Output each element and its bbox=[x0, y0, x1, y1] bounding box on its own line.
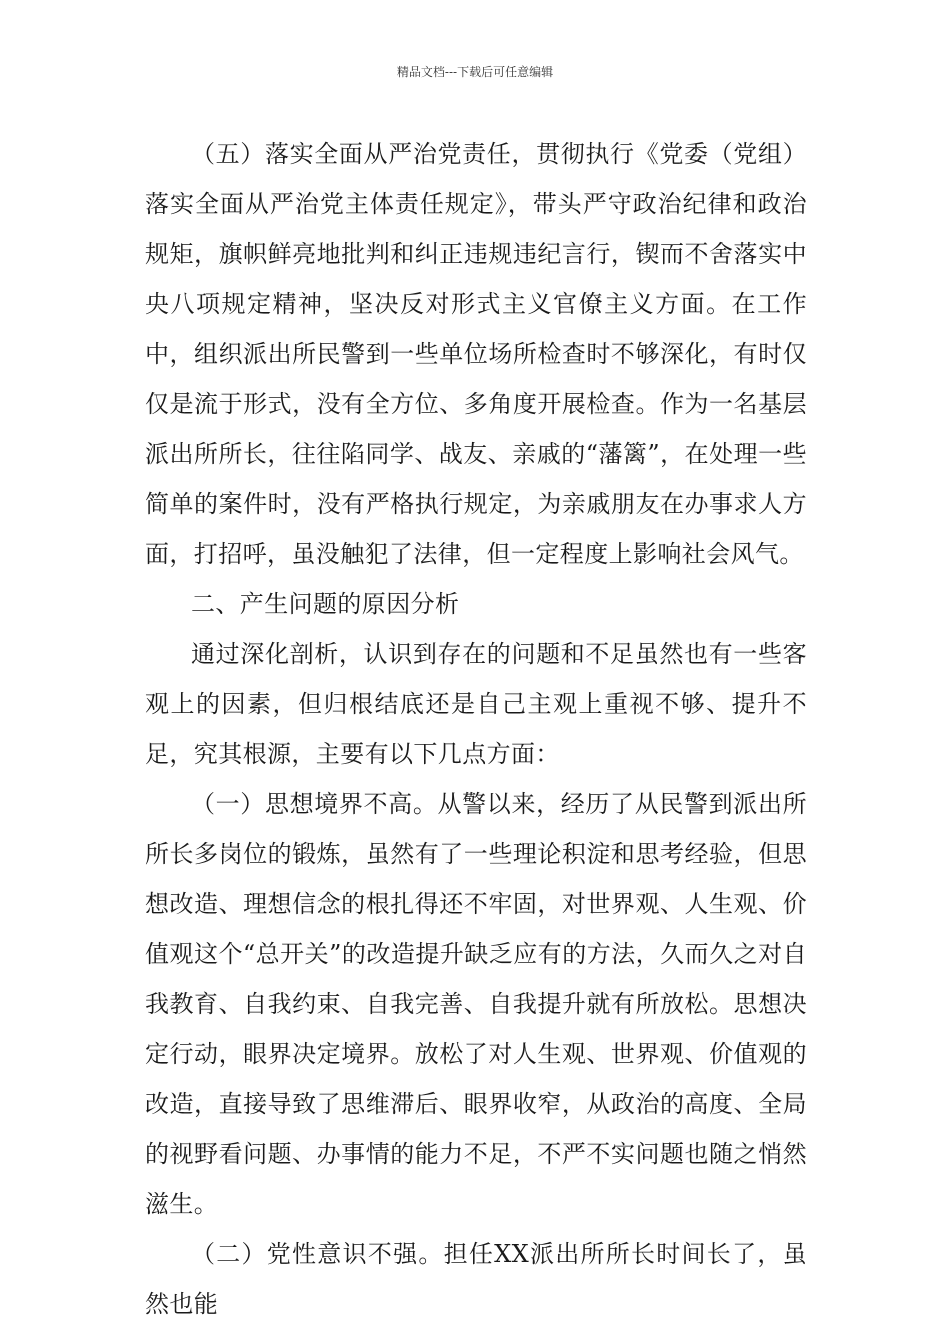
page-header: 精品文档---下载后可任意编辑 bbox=[396, 65, 554, 79]
paragraph-analysis-intro: 通过深化剖析，认识到存在的问题和不足虽然也有一些客观上的因素，但归根结底还是自己主观上重视不够、提升不足，究其根源，主要有以下几点方面： bbox=[145, 640, 807, 768]
document-body bbox=[145, 129, 807, 1329]
paragraph-point-one: （一）思想境界不高。从警以来，经历了从民警到派出所所长多岗位的锻炼，虽然有了一些理论积淀和思考经验，但思想改造、理想信念的根扎得还不牢固，对世界观、人生观、价值观这个“总开关”的改造提升缺乏应有的方法，久而久之对自我教育、自我约束、自我完善、自我提升就有所放松。思想决定行动，眼界决定境界。放松了对人生观、世界观、价值观的改造，直接导致了思维滞后、眼界收窄，从政治的高度、全局的视野看问题、办事情的能力不足，不严不实问题也随之悄然滋生。 bbox=[145, 790, 807, 1218]
paragraph-point-two: （二）党性意识不强。担任XX派出所所长时间长了，虽然也能 bbox=[145, 1240, 807, 1318]
heading-cause-analysis: 二、产生问题的原因分析 bbox=[191, 590, 460, 618]
paragraph-section-five: （五）落实全面从严治党责任，贯彻执行《党委（党组）落实全面从严治党主体责任规定》，带头严守政治纪律和政治规矩，旗帜鲜亮地批判和纠正违规违纪言行，锲而不舍落实中央八项规定精神，坚决反对形式主义官僚主义方面。在工作中，组织派出所民警到一些单位场所检查时不够深化，有时仅仅是流于形式，没有全方位、多角度开展检查。作为一名基层派出所所长，往往陷同学、战友、亲戚的“藩篱”，在处理一些简单的案件时，没有严格执行规定，为亲戚朋友在办事求人方面，打招呼，虽没触犯了法律，但一定程度上影响社会风气。 bbox=[145, 140, 807, 568]
